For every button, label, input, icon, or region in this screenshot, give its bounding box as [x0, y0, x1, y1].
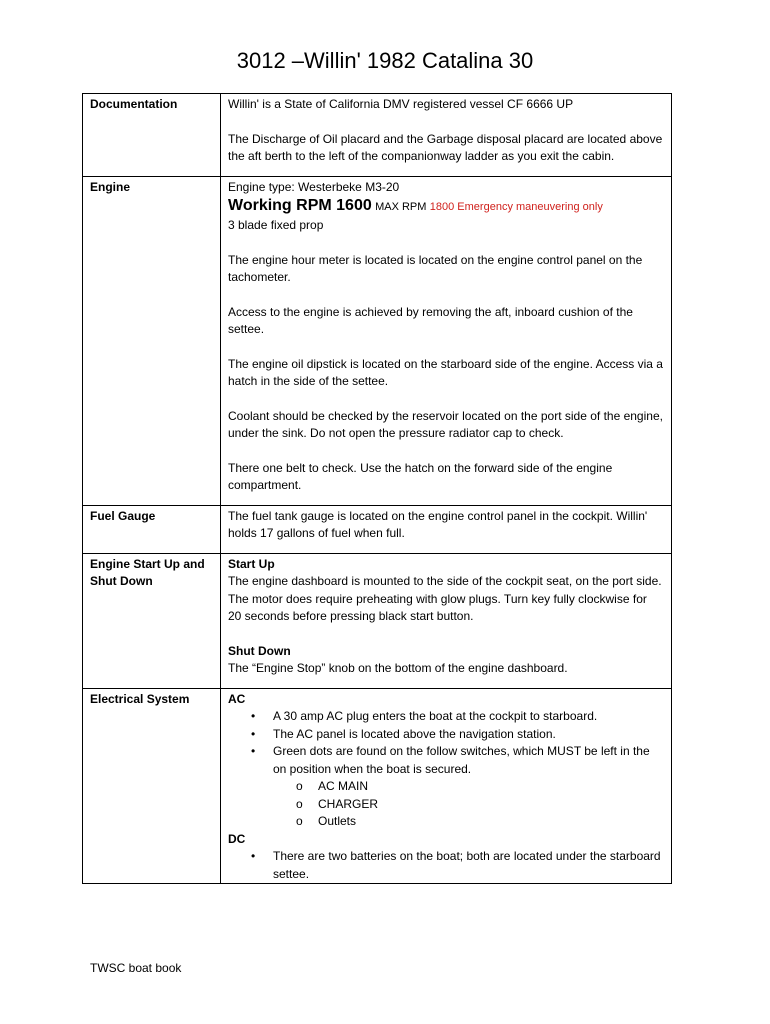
paragraph: The “Engine Stop” knob on the bottom of the engine dashboard.: [228, 661, 568, 675]
page-title: 3012 –Willin' 1982 Catalina 30: [236, 48, 534, 73]
table-row: [83, 688, 672, 884]
paragraph: The engine dashboard is mounted to the side of the cockpit seat, on the port side. The motor does require preheating with glow plugs. Turn key fully clockwise for 20 seconds before pressing black start button.: [228, 574, 662, 623]
table-row: [83, 176, 672, 505]
row-label: Engine Start Up and Shut Down: [83, 553, 221, 688]
paragraph: 3 blade fixed prop: [228, 218, 324, 232]
row-value: [221, 94, 672, 177]
paragraph: The engine hour meter is located is located on the engine control panel on the tachometer.: [228, 252, 643, 284]
paragraph: Access to the engine is achieved by removing the aft, inboard cushion of the settee.: [228, 304, 633, 336]
list-item: • A 30 amp AC plug enters the boat at the cockpit to starboard.: [273, 708, 663, 726]
paragraph: The fuel tank gauge is located on the engine control panel in the cockpit. Willin' holds 17 gallons of fuel when full.: [228, 508, 648, 540]
working-rpm: Working RPM 1600: [228, 197, 372, 214]
ac-list: [228, 708, 663, 831]
row-value: [221, 505, 672, 553]
list-item: • The AC panel is located above the navigation station.: [273, 726, 663, 744]
paragraph: Coolant should be checked by the reservoir located on the port side of the engine, under the sink. Do not open the pressure radiator cap to check.: [228, 408, 663, 440]
table-row: [83, 94, 672, 177]
emergency-rpm: 1800 Emergency maneuvering only: [429, 201, 603, 213]
list-item: • There are two batteries on the boat; both are located under the starboard settee.: [273, 848, 663, 883]
row-label: Electrical System: [83, 688, 221, 884]
footer: TWSC boat book: [90, 961, 182, 975]
sub-list-item: o AC MAIN: [318, 778, 663, 796]
paragraph: The engine oil dipstick is located on the starboard side of the engine. Access via a hatch in the side of the settee.: [228, 356, 663, 388]
row-value: [221, 688, 672, 884]
dc-list: [228, 848, 663, 883]
paragraph: Willin' is a State of California DMV registered vessel CF 6666 UP: [228, 97, 574, 111]
row-value: [221, 176, 672, 505]
row-label: Fuel Gauge: [83, 505, 221, 553]
section-heading: DC: [228, 831, 246, 846]
row-label: Engine: [83, 176, 221, 505]
list-item-text: Green dots are found on the follow switches, which MUST be left in the on position when the boat is secured.: [273, 744, 650, 776]
sub-list-item: o Outlets: [318, 813, 663, 831]
table-row: [83, 553, 672, 688]
row-label: Documentation: [83, 94, 221, 177]
section-heading: AC: [228, 691, 246, 706]
paragraph: The Discharge of Oil placard and the Garbage disposal placard are located above the aft berth to the left of the companionway ladder as you exit the cabin.: [228, 131, 663, 163]
rpm-line: [228, 196, 663, 217]
sub-list-item: o CHARGER: [318, 796, 663, 814]
paragraph: There one belt to check. Use the hatch on the forward side of the engine compartment.: [228, 460, 613, 492]
switch-list: [273, 778, 663, 831]
info-table: [82, 93, 672, 884]
section-heading: Shut Down: [228, 643, 291, 658]
section-heading: Start Up: [228, 556, 275, 571]
max-rpm-label: MAX RPM: [375, 201, 427, 213]
list-item: [273, 743, 663, 831]
row-value: [221, 553, 672, 688]
table-row: [83, 505, 672, 553]
engine-type: Engine type: Westerbeke M3-20: [228, 179, 400, 194]
